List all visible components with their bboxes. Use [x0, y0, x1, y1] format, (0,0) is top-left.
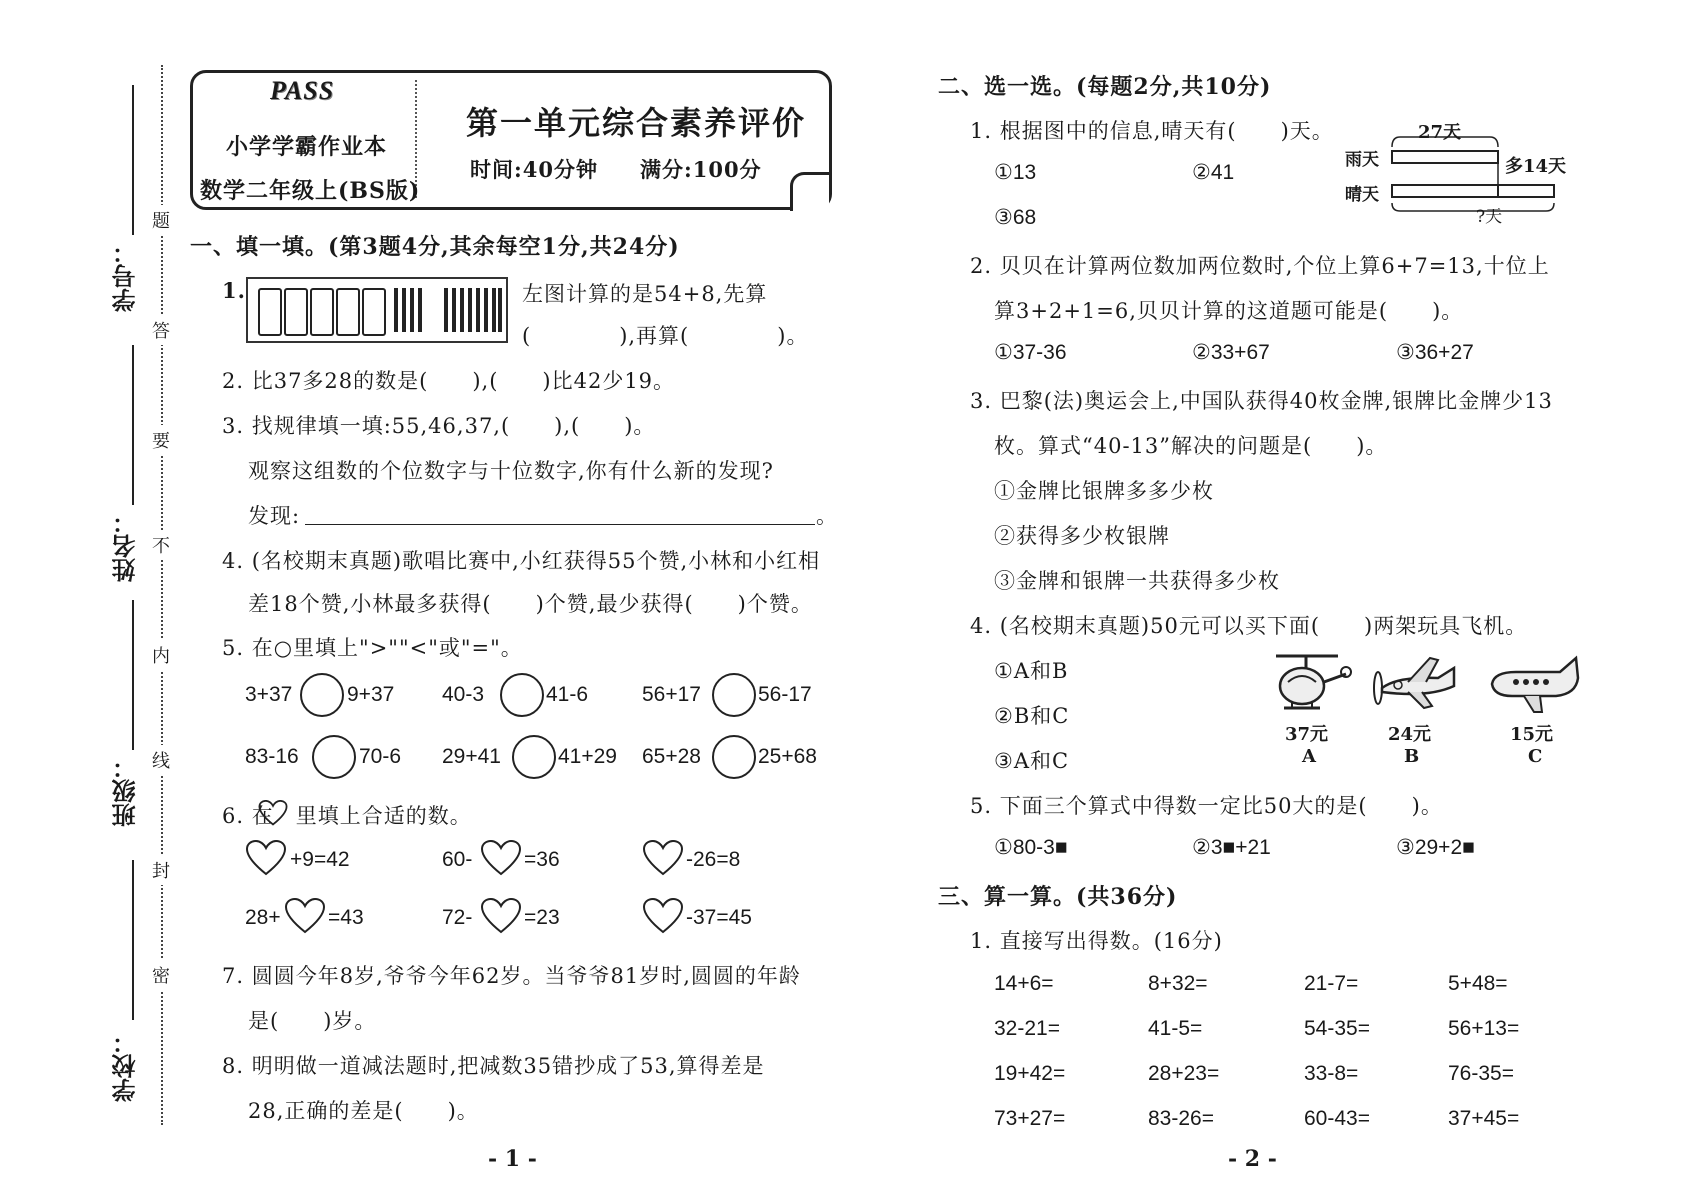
q6-expr: -26=8	[686, 848, 741, 871]
seal-char: 题	[152, 205, 170, 235]
exam-time: 时间:40分钟	[470, 157, 598, 182]
r-q2-line1: 2. 贝贝在计算两位数加两位数时,个位上算6+7=13,十位上	[970, 254, 1550, 278]
q6-expr: -37=45	[686, 906, 752, 929]
jet-plane-icon	[1486, 648, 1582, 716]
calc-item[interactable]: 56+13=	[1448, 1017, 1520, 1040]
compare-circle[interactable]	[312, 735, 356, 779]
calc-item[interactable]: 54-35=	[1304, 1017, 1370, 1040]
calc-item[interactable]: 32-21=	[994, 1017, 1060, 1040]
q3-observe: 观察这组数的个位数字与十位数字,你有什么新的发现?	[248, 459, 774, 483]
diagram-rain-label: 雨天	[1345, 150, 1379, 170]
q3-finding-blank[interactable]	[305, 524, 815, 525]
q1-text-line1: 左图计算的是54+8,先算	[522, 282, 768, 306]
r-q2-line2: 算3+2+1=6,贝贝计算的这道题可能是( )。	[994, 299, 1464, 323]
r-q3-line1: 3. 巴黎(法)奥运会上,中国队获得40枚金牌,银牌比金牌少13	[970, 389, 1553, 413]
class-line	[132, 600, 134, 750]
q5-right-expr: 70-6	[359, 745, 402, 768]
q3-finding-end: 。	[816, 504, 838, 528]
q7-text-line2: 是( )岁。	[248, 1009, 377, 1033]
plane-price: 24元	[1388, 724, 1432, 745]
plane-tag: C	[1528, 746, 1543, 767]
heart-blank[interactable]	[245, 840, 287, 876]
plane-price: 37元	[1285, 724, 1329, 745]
q6-expr: =43	[328, 906, 364, 929]
section-fill-title: 一、填一填。(第3题4分,其余每空1分,共24分)	[190, 234, 680, 260]
diagram-sun-label: 晴天	[1345, 185, 1379, 205]
diagram-total-label: 27天	[1418, 122, 1462, 143]
q4-text-line2: 差18个赞,小林最多获得( )个赞,最少获得( )个赞。	[248, 592, 813, 616]
page-number-1: - 1 -	[488, 1146, 537, 1172]
plane-tag: B	[1404, 746, 1420, 767]
compare-circle[interactable]	[300, 673, 344, 717]
seal-char: 要	[152, 425, 170, 455]
calc-item[interactable]: 33-8=	[1304, 1062, 1359, 1085]
student-id-line	[132, 85, 134, 235]
r-q1-opt[interactable]: ③68	[994, 206, 1037, 229]
seal-char: 封	[152, 855, 170, 885]
q4-text-line1: 4. (名校期末真题)歌唱比赛中,小红获得55个赞,小林和小红相	[222, 549, 821, 573]
q6-expr: 72-	[442, 906, 473, 929]
r-q3-opt[interactable]: ①金牌比银牌多多少枚	[994, 479, 1214, 503]
plane-price: 15元	[1510, 724, 1554, 745]
q5-left-expr: 3+37	[245, 683, 293, 706]
calc-item[interactable]: 60-43=	[1304, 1107, 1370, 1130]
r-q5-opt[interactable]: ③29+2■	[1396, 836, 1475, 859]
diagram-more-label: 多14天	[1505, 156, 1567, 177]
r-q4-opt[interactable]: ①A和B	[994, 659, 1069, 683]
calc-item[interactable]: 8+32=	[1148, 972, 1208, 995]
r-q3-opt[interactable]: ②获得多少枚银牌	[994, 524, 1170, 548]
heart-blank[interactable]	[480, 898, 522, 934]
seal-char: 内	[152, 640, 170, 670]
q5-right-expr: 41-6	[546, 683, 589, 706]
class-label: 班级：	[112, 755, 140, 827]
calc-item[interactable]: 76-35=	[1448, 1062, 1514, 1085]
calc-item[interactable]: 73+27=	[994, 1107, 1066, 1130]
q2-text: 2. 比37多28的数是( ),( )比42少19。	[222, 369, 676, 393]
compare-circle[interactable]	[512, 735, 556, 779]
q5-right-expr: 25+68	[758, 745, 817, 768]
r-q4-text: 4. (名校期末真题)50元可以买下面( )两架玩具飞机。	[970, 614, 1528, 638]
heart-blank[interactable]	[642, 898, 684, 934]
heart-blank[interactable]	[642, 840, 684, 876]
page-number-2: - 2 -	[1228, 1146, 1277, 1172]
q6-expr: =36	[524, 848, 560, 871]
r-q3-line2: 枚。算式“40-13”解决的问题是( )。	[994, 434, 1388, 458]
seal-char: 密	[152, 960, 170, 990]
q1-text-line2: ( ),再算( )。	[522, 324, 809, 348]
counting-sticks-image	[246, 277, 508, 343]
pass-logo: PASS	[270, 76, 335, 105]
r-q5-opt[interactable]: ②3■+21	[1192, 836, 1271, 859]
heart-blank[interactable]	[480, 840, 522, 876]
helicopter-icon	[1268, 648, 1352, 716]
compare-circle[interactable]	[500, 673, 544, 717]
calc-item[interactable]: 14+6=	[994, 972, 1054, 995]
r-q2-opt[interactable]: ①37-36	[994, 341, 1067, 364]
calc-item[interactable]: 19+42=	[994, 1062, 1066, 1085]
compare-circle[interactable]	[712, 673, 756, 717]
exam-score: 满分:100分	[640, 157, 762, 182]
calc-item[interactable]: 37+45=	[1448, 1107, 1520, 1130]
q5-text: 5. 在○里填上">""<"或"="。	[222, 636, 523, 660]
q6-expr: 60-	[442, 848, 473, 871]
calc-item[interactable]: 21-7=	[1304, 972, 1359, 995]
calc-item[interactable]: 28+23=	[1148, 1062, 1220, 1085]
q6-text: 6. 在 里填上合适的数。	[222, 804, 472, 828]
r-q1-opt[interactable]: ①13	[994, 161, 1037, 184]
q5-left-expr: 65+28	[642, 745, 701, 768]
heart-blank[interactable]	[284, 898, 326, 934]
q5-right-expr: 56-17	[758, 683, 812, 706]
r-q1-text: 1. 根据图中的信息,晴天有( )天。	[970, 119, 1334, 143]
q6-expr: =23	[524, 906, 560, 929]
seal-char: 答	[152, 315, 170, 345]
plane-tag: A	[1302, 746, 1316, 767]
q5-left-expr: 56+17	[642, 683, 701, 706]
propeller-plane-icon	[1368, 648, 1460, 716]
exam-title: 第一单元综合素养评价	[466, 104, 807, 142]
q5-left-expr: 83-16	[245, 745, 299, 768]
q5-right-expr: 9+37	[347, 683, 395, 706]
seal-char: 不	[152, 530, 170, 560]
student-id-label: 学号：	[112, 240, 140, 312]
page-fold-corner	[790, 172, 829, 211]
section-choice-title: 二、选一选。(每题2分,共10分)	[938, 74, 1272, 100]
q6-heart-icon	[258, 800, 288, 826]
q3-text: 3. 找规律填一填:55,46,37,( ),( )。	[222, 414, 656, 438]
school-label: 学校：	[112, 1030, 140, 1102]
q5-right-expr: 41+29	[558, 745, 617, 768]
school-line	[132, 860, 134, 1020]
q8-text-line2: 28,正确的差是( )。	[248, 1099, 479, 1123]
r-q3-opt[interactable]: ③金牌和银牌一共获得多少枚	[994, 569, 1280, 593]
r-q2-opt[interactable]: ③36+27	[1396, 341, 1474, 364]
q1-number: 1.	[222, 278, 246, 303]
calc-item[interactable]: 5+48=	[1448, 972, 1508, 995]
seal-char: 线	[152, 745, 170, 775]
q5-left-expr: 29+41	[442, 745, 501, 768]
calc-item[interactable]: 41-5=	[1148, 1017, 1203, 1040]
q8-text-line1: 8. 明明做一道减法题时,把减数35错抄成了53,算得差是	[222, 1054, 765, 1078]
q7-text-line1: 7. 圆圆今年8岁,爷爷今年62岁。当爷爷81岁时,圆圆的年龄	[222, 964, 801, 988]
name-label: 姓名：	[112, 510, 140, 582]
r-q5-opt[interactable]: ①80-3■	[994, 836, 1068, 859]
r-q5-text: 5. 下面三个算式中得数一定比50大的是( )。	[970, 794, 1443, 818]
calc-item[interactable]: 83-26=	[1148, 1107, 1214, 1130]
q6-expr: +9=42	[290, 848, 350, 871]
compare-circle[interactable]	[712, 735, 756, 779]
q3-finding-label: 发现:	[248, 504, 301, 528]
q6-expr: 28+	[245, 906, 281, 929]
r-q4-opt[interactable]: ③A和C	[994, 749, 1070, 773]
diagram-unknown-label: ?天	[1476, 207, 1503, 227]
q5-left-expr: 40-3	[442, 683, 485, 706]
name-line	[132, 345, 134, 505]
r-q2-opt[interactable]: ②33+67	[1192, 341, 1270, 364]
series-name: 小学学霸作业本	[226, 134, 388, 160]
r-q4-opt[interactable]: ②B和C	[994, 704, 1070, 728]
subject-name: 数学二年级上(BS版)	[200, 178, 421, 204]
r-q1-opt[interactable]: ②41	[1192, 161, 1235, 184]
section-calc-title: 三、算一算。(共36分)	[938, 884, 1178, 910]
calc-subtitle: 1. 直接写出得数。(16分)	[970, 929, 1223, 953]
